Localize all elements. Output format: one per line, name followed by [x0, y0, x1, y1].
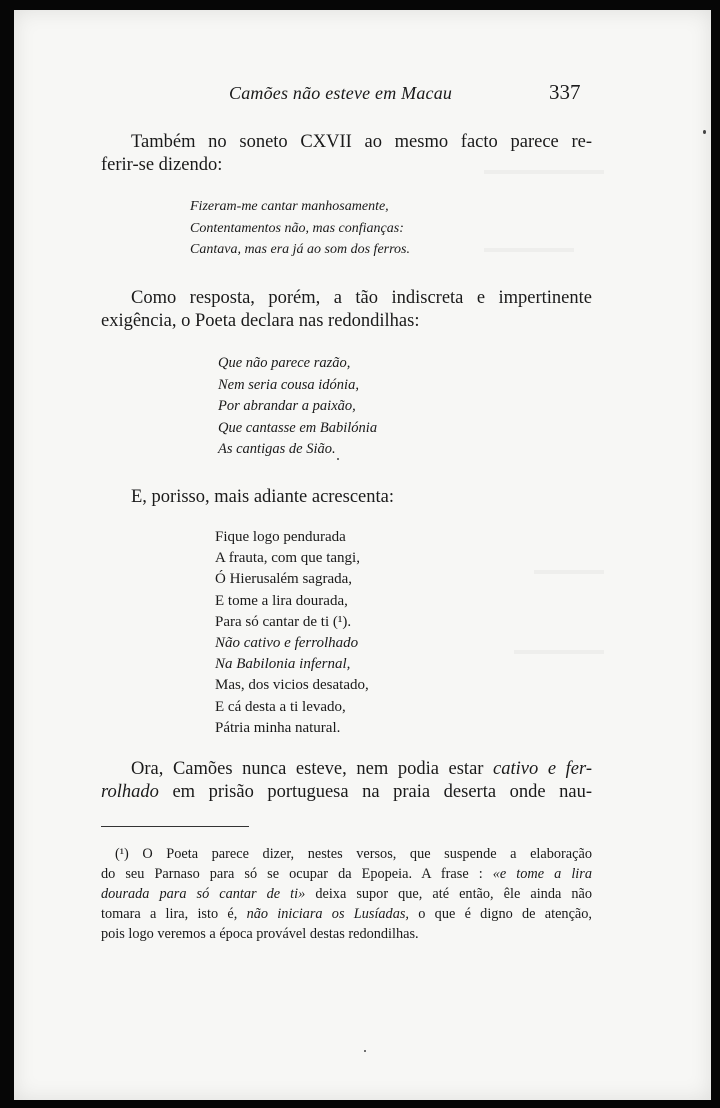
- paragraph-3-line-1: E, porisso, mais adiante acrescenta:: [131, 487, 395, 507]
- verse-line: A frauta, com que tangi,: [215, 550, 360, 567]
- show-through-mark: [484, 248, 574, 252]
- footnote-line-1: (¹) O Poeta parece dizer, nestes versos, que suspende a elaboração: [115, 846, 592, 862]
- sonnet-quote: [190, 196, 410, 261]
- footnote-line-3: [101, 884, 592, 904]
- footnote-line-5: pois logo veremos a época provável destas redondilhas.: [101, 926, 419, 942]
- book-page: [14, 10, 711, 1100]
- verse-line: Ó Hierusalém sagrada,: [215, 571, 353, 588]
- paragraph-3: [101, 486, 592, 509]
- verse-line: Que não parece razão,: [218, 355, 351, 371]
- text-run: deixa supor que, até então, êle ainda não: [315, 886, 592, 902]
- verse-line: Que cantasse em Babilónia: [218, 419, 378, 436]
- verse-line: Mas, dos vicios desatado,: [215, 677, 369, 694]
- paragraph-2: [101, 287, 592, 333]
- footnote-rule: [101, 826, 249, 827]
- verse-line: Por abrandar a paixão,: [218, 398, 356, 414]
- paragraph-1: [101, 131, 592, 177]
- redondilhas-quote: [218, 353, 377, 461]
- page-number: 337: [549, 80, 581, 104]
- speck: [703, 130, 706, 134]
- show-through-mark: [534, 570, 604, 574]
- footnote-line-4: [101, 904, 592, 924]
- text-run: Ora, Camões nunca esteve, nem podia estar: [131, 759, 484, 779]
- verse-line: As cantigas de Sião.: [218, 441, 336, 457]
- text-run: do seu Parnaso para só se ocupar da Epopeia. A frase :: [101, 866, 483, 882]
- paragraph-1-line-2: ferir-se dizendo:: [101, 155, 223, 175]
- verse-line: Na Babilonia infernal,: [215, 656, 351, 673]
- running-head-title: Camões não esteve em Macau: [229, 83, 453, 103]
- paragraph-4-line-2: [101, 781, 592, 804]
- paragraph-4: [101, 758, 592, 804]
- verse-line: E cá desta a ti levado,: [215, 698, 346, 715]
- show-through-mark: [514, 650, 604, 654]
- verse-line: Contentamentos não, mas confianças:: [190, 220, 404, 236]
- verse-line: E tome a lira dourada,: [215, 592, 348, 609]
- verse-line: Não cativo e ferrolhado: [215, 635, 359, 652]
- paragraph-1-line-1: Também no soneto CXVII ao mesmo facto parece re-: [131, 132, 592, 152]
- footnote-line-2: [101, 864, 592, 884]
- speck: [337, 458, 339, 460]
- italic-run: rolhado: [101, 782, 159, 802]
- verse-line: Fizeram-me cantar manhosamente,: [190, 199, 389, 214]
- italic-run: «e tome a lira: [492, 866, 592, 882]
- verse-line: Fique logo pendurada: [215, 529, 346, 545]
- verse-line: Cantava, mas era já ao som dos ferros.: [190, 242, 410, 257]
- footnote: [101, 844, 592, 944]
- speck: [364, 1050, 366, 1052]
- text-run: em prisão portuguesa na praia deserta onde nau-: [172, 782, 593, 802]
- paragraph-2-line-1: Como resposta, porém, a tão indiscreta e impertinente: [131, 288, 592, 308]
- text-run: o que é digno de atenção,: [418, 906, 592, 922]
- paragraph-2-line-2: exigência, o Poeta declara nas redondilhas:: [101, 311, 420, 331]
- italic-run: não iniciara os Lusíadas,: [246, 906, 409, 922]
- verse-line: Para só cantar de ti (¹).: [215, 613, 352, 630]
- text-run: tomara a lira, isto é,: [101, 906, 238, 922]
- verse-line: Nem seria cousa idónia,: [218, 376, 359, 393]
- paragraph-4-line-1: [101, 758, 592, 781]
- italic-run: dourada para só cantar de ti»: [101, 886, 306, 902]
- redondilhas-quote-2: [215, 527, 369, 739]
- italic-run: cativo e fer-: [493, 759, 592, 779]
- verse-line: Pátria minha natural.: [215, 719, 341, 736]
